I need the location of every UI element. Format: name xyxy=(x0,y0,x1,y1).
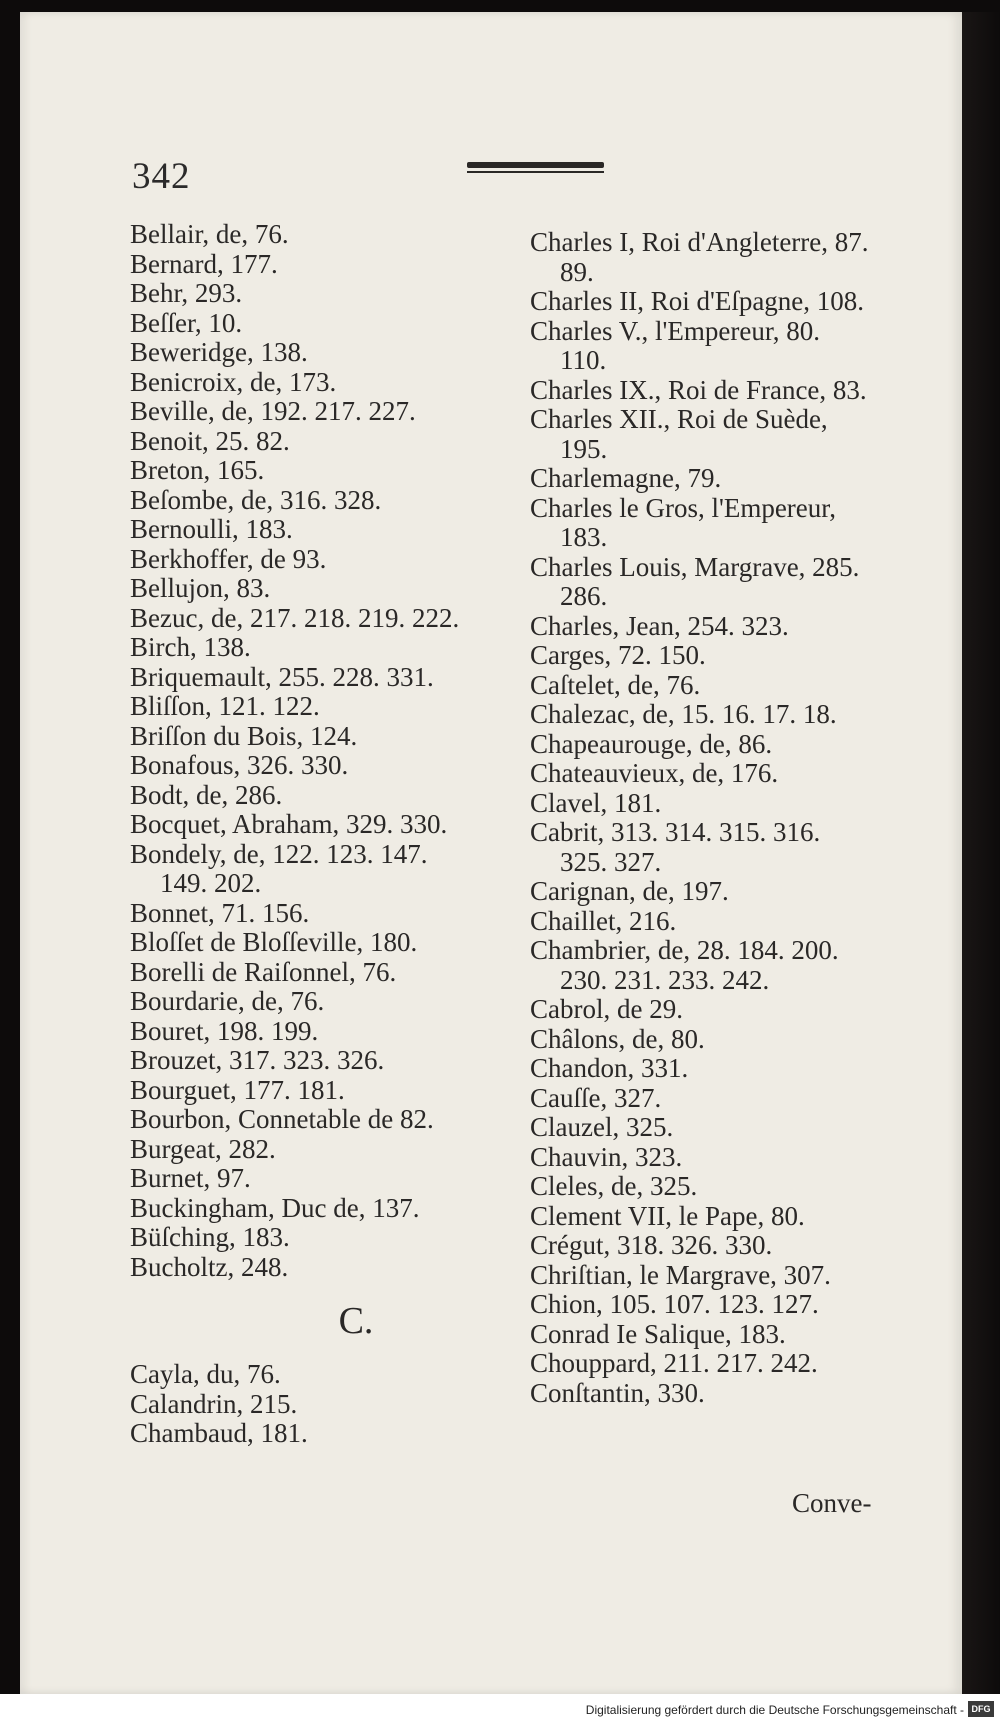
index-entry: Conſtantin, 330. xyxy=(530,1377,705,1408)
index-entry: Benoit, 25. 82. xyxy=(130,425,290,456)
index-entry: Benicroix, de, 173. xyxy=(130,366,337,397)
index-column-right xyxy=(530,228,920,1408)
index-entry: Bourdarie, de, 76. xyxy=(130,986,325,1016)
index-entry: Chriſtian, le Margrave, 307. xyxy=(530,1259,831,1290)
index-entry: Bernard, 177. xyxy=(130,248,278,279)
index-entry: Charles Louis, Margrave, 285. xyxy=(530,551,860,582)
index-entry: Bliſſon, 121. 122. xyxy=(130,691,320,721)
index-entry: Bocquet, Abraham, 329. 330. xyxy=(130,809,448,839)
index-entry: Cayla, du, 76. xyxy=(130,1359,281,1389)
section-letter: C. xyxy=(338,1300,374,1342)
index-entry: Bloſſet de Bloſſeville, 180. xyxy=(130,927,418,957)
index-entry: Birch, 138. xyxy=(130,632,251,662)
index-column-left xyxy=(130,220,510,1449)
index-entry: Clement VII, le Pape, 80. xyxy=(530,1200,805,1231)
index-entry: Bourguet, 177. 181. xyxy=(130,1074,345,1105)
index-entry: Chion, 105. 107. 123. 127. xyxy=(530,1289,819,1319)
index-entry: Bodt, de, 286. xyxy=(130,779,283,810)
index-entry: Clauzel, 325. xyxy=(530,1112,674,1142)
index-entry: Cauſſe, 327. xyxy=(530,1082,662,1113)
index-entry: Beſſer, 10. xyxy=(130,307,243,338)
index-entry: Clavel, 181. xyxy=(530,787,662,818)
footer-credit-text: Digitalisierung gefördert durch die Deutsche Forschungsgemeinschaft - xyxy=(585,1703,964,1717)
index-entry: Chouppard, 211. 217. 242. xyxy=(530,1348,818,1378)
index-entry: 230. 231. 233. 242. xyxy=(560,964,770,995)
index-entry: Bondely, de, 122. 123. 147. xyxy=(130,838,428,869)
index-entry: Behr, 293. xyxy=(130,278,243,308)
index-entry: Beville, de, 192. 217. 227. xyxy=(130,396,416,426)
index-entry: Charlemagne, 79. xyxy=(530,463,722,493)
index-entry: Bellair, de, 76. xyxy=(130,219,289,249)
index-entry: Burnet, 97. xyxy=(130,1163,251,1193)
index-entry: Briſſon du Bois, 124. xyxy=(130,720,358,751)
index-entry: 89. xyxy=(560,256,594,287)
index-entry: Caſtelet, de, 76. xyxy=(530,669,701,700)
index-entry: Charles I, Roi d'Angleterre, 87. xyxy=(530,227,869,257)
index-entry: Breton, 165. xyxy=(130,455,265,485)
index-entry: Briquemault, 255. 228. 331. xyxy=(130,661,434,692)
index-entry: Beſombe, de, 316. 328. xyxy=(130,484,382,515)
index-entry: Conrad Ie Salique, 183. xyxy=(530,1318,786,1349)
index-entry: Chandon, 331. xyxy=(530,1053,689,1083)
index-entry: Charles, Jean, 254. 323. xyxy=(530,610,789,641)
index-entry: Cabrol, de 29. xyxy=(530,994,683,1024)
index-entry: Carges, 72. 150. xyxy=(530,640,706,670)
index-entry: Chauvin, 323. xyxy=(530,1141,683,1172)
index-entry: Calandrin, 215. xyxy=(130,1388,298,1419)
index-entry: Brouzet, 317. 323. 326. xyxy=(130,1045,385,1075)
index-entry: Charles le Gros, l'Empereur, xyxy=(530,492,836,523)
index-entry: Bonnet, 71. 156. xyxy=(130,897,310,928)
header-rule-thin xyxy=(467,171,604,173)
index-entry: Borelli de Raiſonnel, 76. xyxy=(130,956,397,987)
index-entry: Chaillet, 216. xyxy=(530,905,677,936)
header-rule xyxy=(467,162,604,173)
index-entry: Carignan, de, 197. xyxy=(530,876,729,906)
catchword: Conve- xyxy=(792,1488,872,1518)
index-entry: 149. 202. xyxy=(160,868,262,898)
index-entry: Charles XII., Roi de Suède, xyxy=(530,404,828,434)
index-entry: Bellujon, 83. xyxy=(130,573,271,603)
dfg-logo-icon: DFG xyxy=(968,1701,994,1717)
index-entry: Cleles, de, 325. xyxy=(530,1171,698,1201)
index-entry: Charles V., l'Empereur, 80. xyxy=(530,315,820,346)
index-entry: Chapeaurouge, de, 86. xyxy=(530,728,773,759)
index-entry: Büſching, 183. xyxy=(130,1222,290,1252)
index-entry: 110. xyxy=(560,345,607,375)
index-entry: 183. xyxy=(560,522,608,552)
index-entry: Buckingham, Duc de, 137. xyxy=(130,1192,420,1223)
index-entry: Chateauvieux, de, 176. xyxy=(530,758,779,788)
index-entry: Cabrit, 313. 314. 315. 316. xyxy=(530,817,821,847)
index-entry: Charles II, Roi d'Eſpagne, 108. xyxy=(530,286,865,316)
digitization-footer xyxy=(0,1694,1000,1729)
page-number: 342 xyxy=(132,156,191,197)
index-entry: Bonafous, 326. 330. xyxy=(130,750,349,780)
index-entry: 286. xyxy=(560,581,608,611)
header-rule-thick xyxy=(467,162,604,168)
page-edge-shadow xyxy=(962,12,1000,1694)
index-entry: Bourbon, Connetable de 82. xyxy=(130,1104,434,1134)
index-entry: Charles IX., Roi de France, 83. xyxy=(530,374,867,405)
index-entry: Berkhoffer, de 93. xyxy=(130,543,327,574)
index-entry: Beweridge, 138. xyxy=(130,337,308,367)
index-entry: Crégut, 318. 326. 330. xyxy=(530,1230,773,1260)
index-entry: Chalezac, de, 15. 16. 17. 18. xyxy=(530,699,837,729)
index-entry: 195. xyxy=(560,433,608,464)
index-entry: 325. 327. xyxy=(560,846,662,877)
index-entry: Châlons, de, 80. xyxy=(530,1023,705,1054)
index-entry: Bucholtz, 248. xyxy=(130,1251,289,1282)
index-entry: Burgeat, 282. xyxy=(130,1133,276,1164)
index-entry: Bezuc, de, 217. 218. 219. 222. xyxy=(130,602,460,633)
index-entry: Chambaud, 181. xyxy=(130,1418,308,1448)
index-entry: Bouret, 198. 199. xyxy=(130,1015,319,1046)
index-entry: Bernoulli, 183. xyxy=(130,514,293,544)
index-entry: Chambrier, de, 28. 184. 200. xyxy=(530,935,839,965)
